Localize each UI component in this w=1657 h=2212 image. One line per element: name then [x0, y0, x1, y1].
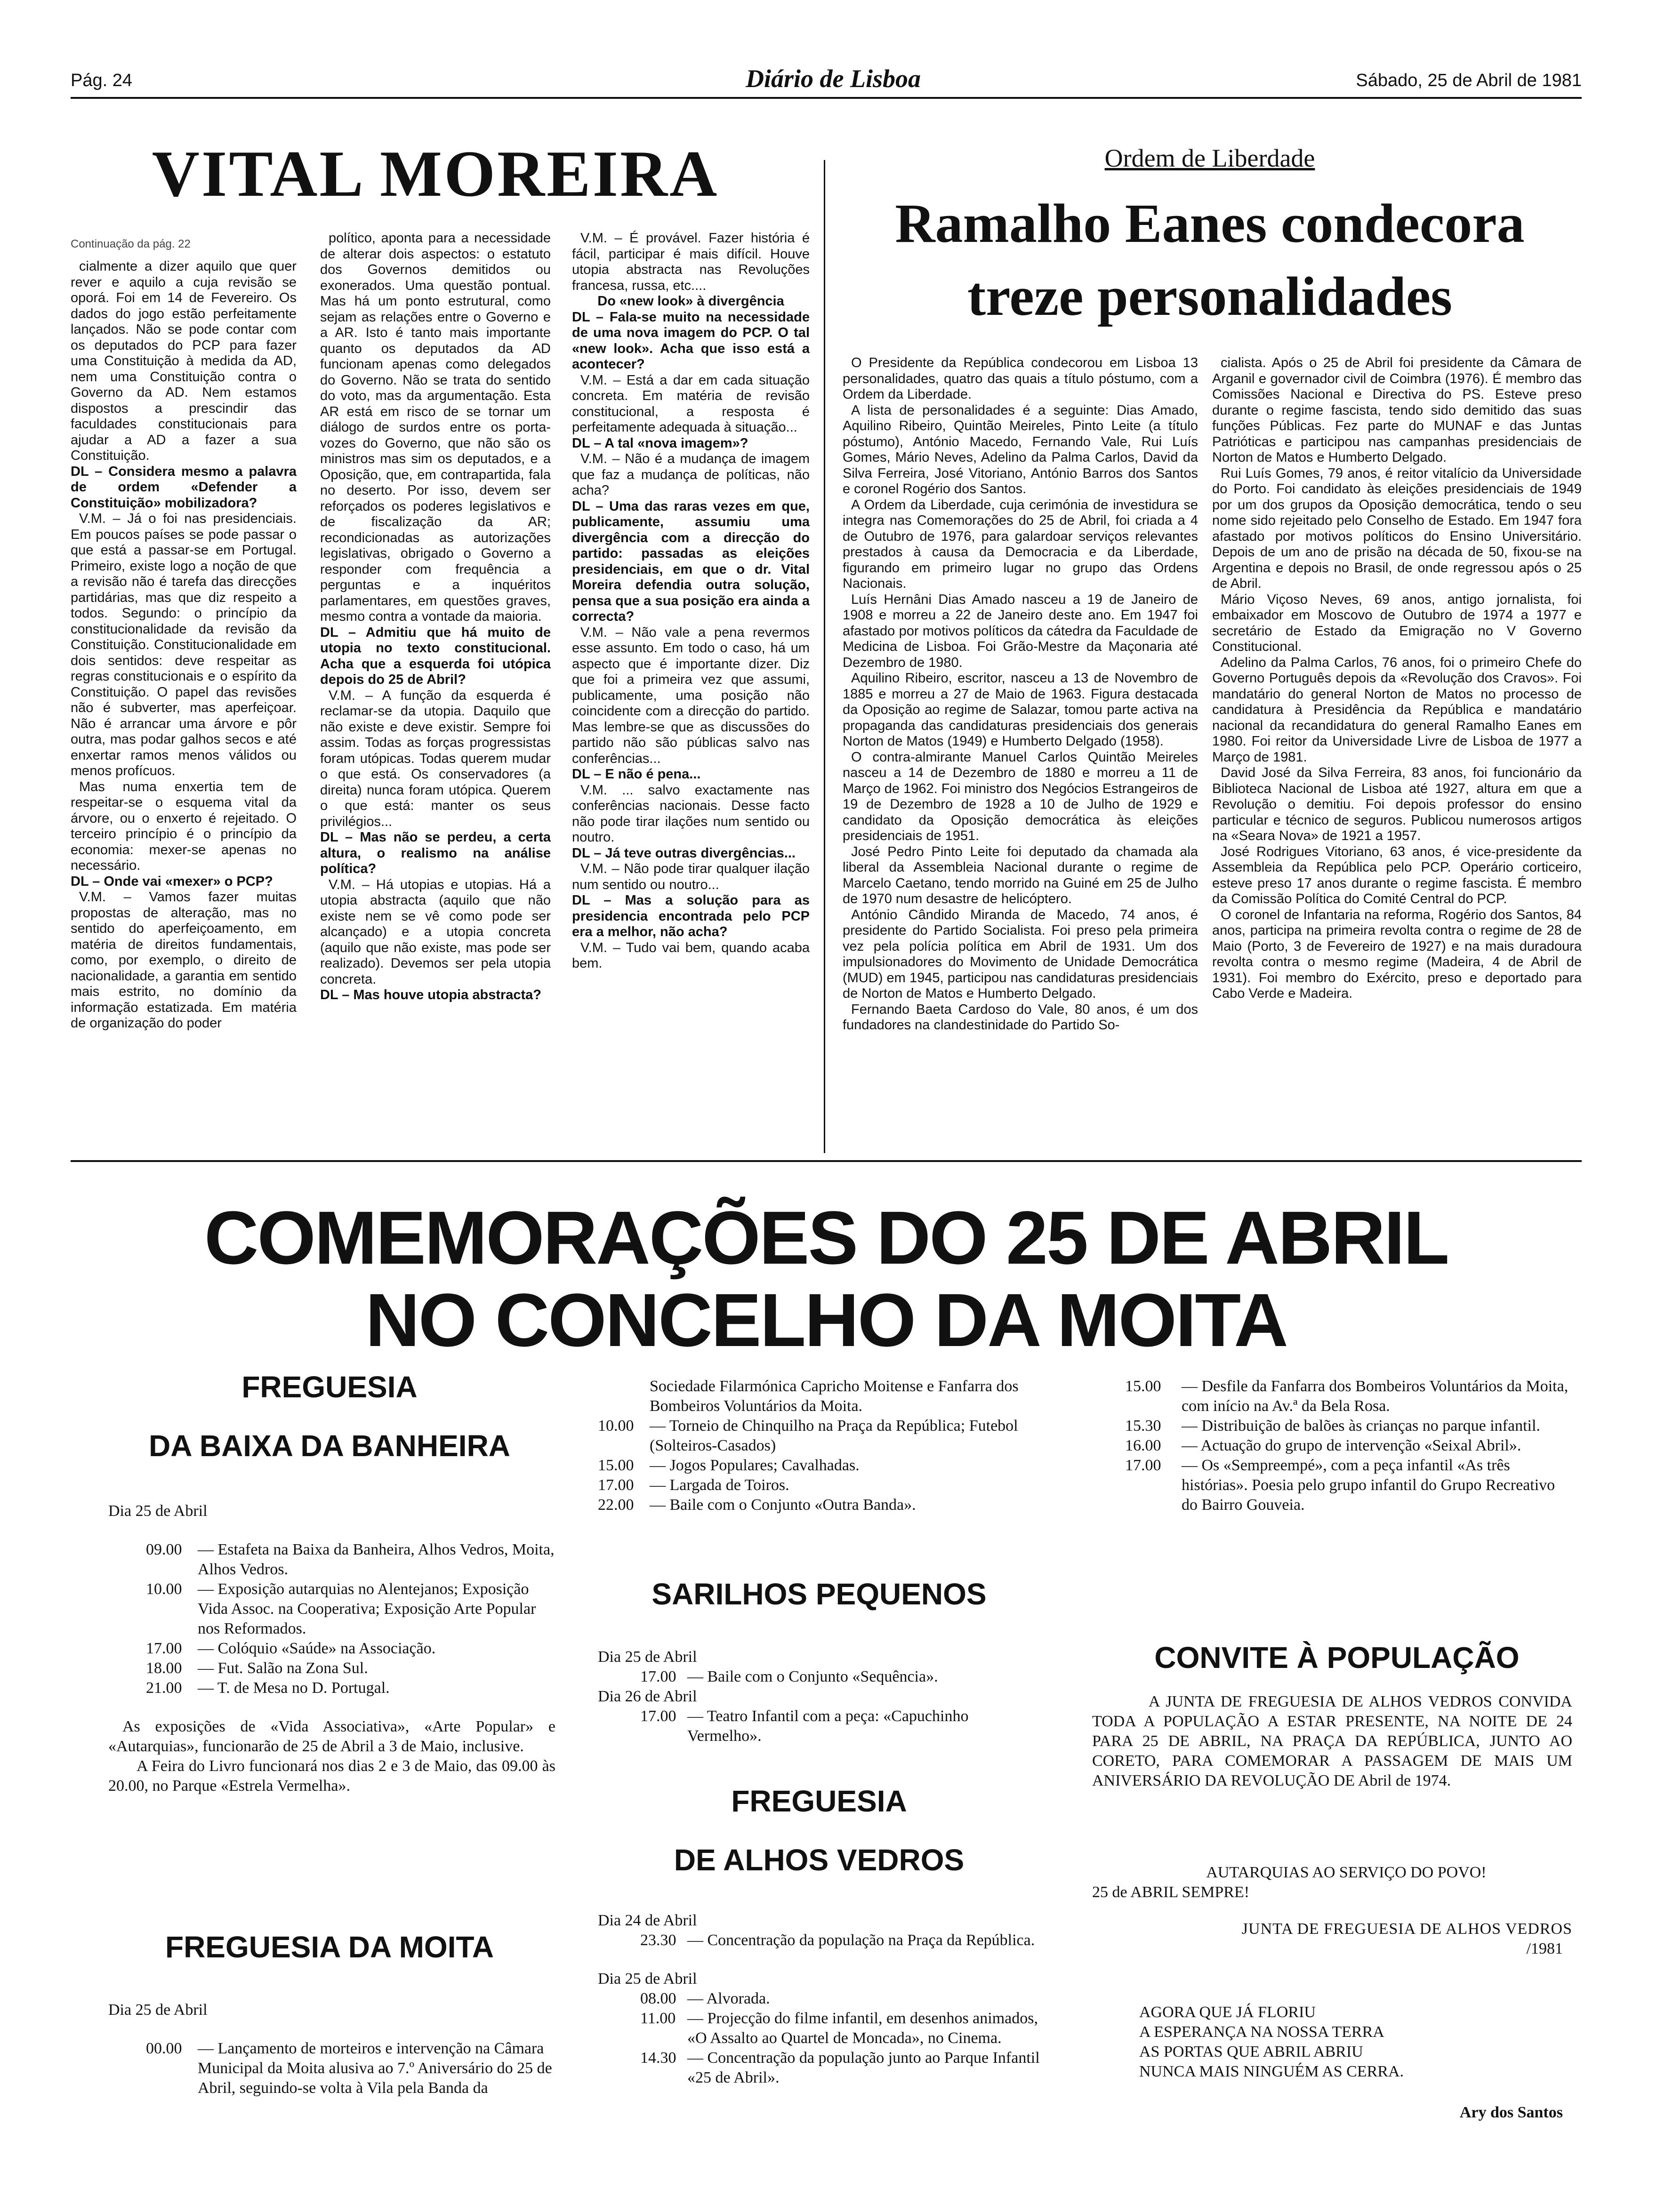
schedule-time: 17.00 — [640, 1668, 676, 1685]
interview-question: DL – Uma das raras vezes em que, publicamente, assumiu uma divergência com a direcção do partido: passadas as eleições presidenciais, em que o dr. Vital Moreira defendia outra solução, pensa que a sua posição era ainda a correcta? — [572, 498, 810, 624]
schedule-item — [1125, 1416, 1572, 1436]
moita-day: Dia 25 de Abril — [108, 2001, 208, 2019]
schedule-item — [1125, 1436, 1572, 1456]
signature-year: /1981 — [1526, 1940, 1563, 1957]
paragraph: David José da Silva Ferreira, 83 anos, foi funcionário da Biblioteca Nacional de Lisboa até 1927, altura em que a Revolução o demitiu. Foi depois professor do ensino particular e técnico de seguros. Publicou numerosos artigos na «Seara Nova» de 1921 a 1957. — [1212, 765, 1582, 843]
poem-author: Ary dos Santos — [1459, 2104, 1563, 2121]
schedule-time: 15.00 — [598, 1457, 634, 1474]
schedule-description: — Torneio de Chinquilho na Praça da República; Futebol (Solteiros-Casados) — [650, 1417, 1018, 1454]
ad-title-2: NO CONCELHO DA MOITA — [365, 1278, 1287, 1362]
continuation-note: Continuação da pág. 22 — [71, 238, 191, 250]
sarilhos-day-2: Dia 26 de Abril — [598, 1688, 697, 1705]
schedule-description: — Exposição autarquias no Alentejanos; Exposição Vida Assoc. na Cooperativa; Exposição Arte Popular nos Reformados. — [198, 1580, 536, 1637]
paragraph: A Ordem da Liberdade, cuja cerimónia de investidura se integra nas Comemorações do 25 de Abril, foi criada a 4 de Outubro de 1976, para galardoar serviços relevantes prestados à causa da Democracia e da Liberdade, figurando em primeiro lugar no grupo das Ordens Nacionais. — [843, 497, 1198, 591]
article-column-3 — [572, 231, 810, 1153]
paragraph: Aquilino Ribeiro, escritor, nasceu a 13 de Novembro de 1885 e morreu a 27 de Maio de 1963. Figura destacada da Oposição ao regime de Salazar, tomou parte activa na propaganda das candidaturas presidenciais dos generais Norton de Matos (1949) e Humberto Delgado (1958). — [843, 671, 1198, 749]
alhos-schedule — [598, 1911, 1045, 2088]
poem-line: AS PORTAS QUE ABRIL ABRIU — [1139, 2043, 1363, 2060]
schedule-description: — Distribuição de balões às crianças no parque infantil. — [1182, 1417, 1540, 1435]
schedule-item — [598, 1416, 1045, 1456]
moita-afternoon-schedule — [1125, 1377, 1572, 1515]
article-column-5 — [1212, 355, 1582, 1155]
schedule-description: — Desfile da Fanfarra dos Bombeiros Voluntários da Moita, com início na Av.ª da Bela Rosa. — [1182, 1378, 1569, 1415]
interview-question: DL – Onde vai «mexer» o PCP? — [71, 874, 273, 889]
paragraph: Mário Viçoso Neves, 69 anos, antigo jornalista, foi embaixador em Moscovo de Outubro de 1974 a 1977 e secretário de Estado da Emigração no V Governo Constitucional. — [1212, 592, 1582, 654]
schedule-item — [598, 1495, 1045, 1515]
article-column-1 — [71, 259, 297, 1148]
schedule-time — [598, 1377, 650, 1416]
schedule-time: 23.30 — [640, 1931, 676, 1949]
schedule-time: 15.30 — [1125, 1417, 1161, 1435]
ad-title-1: COMEMORAÇÕES DO 25 DE ABRIL — [204, 1195, 1448, 1280]
convite-heading: CONVITE À POPULAÇÃO — [1154, 1641, 1520, 1675]
baixa-heading-1: FREGUESIA — [241, 1370, 418, 1404]
masthead: Diário de Lisboa — [746, 64, 921, 93]
schedule-time: 17.00 — [1125, 1457, 1161, 1474]
schedule-description: — Concentração da população junto ao Parque Infantil «25 de Abril». — [687, 2049, 1040, 2086]
schedule-item — [1125, 1456, 1572, 1515]
schedule-description: — T. de Mesa no D. Portugal. — [198, 1679, 390, 1697]
paragraph: V.M. – Há utopias e utopias. Há a utopia abstracta (aquilo que não existe nem se vê como pode ser alcançado) e a utopia concreta (aquilo que não existe, mas pode ser realizado). Devemos ser pela utopia concreta. — [320, 877, 551, 987]
poem-line: AGORA QUE JÁ FLORIU — [1139, 2004, 1316, 2021]
schedule-time: 22.00 — [598, 1496, 634, 1514]
schedule-item — [640, 2048, 1045, 2088]
slogan-1: AUTARQUIAS AO SERVIÇO DO POVO! — [1206, 1864, 1487, 1881]
schedule-description: — Baile com o Conjunto «Outra Banda». — [650, 1496, 916, 1514]
schedule-item — [640, 2009, 1045, 2048]
schedule-time: 14.30 — [640, 2049, 676, 2067]
schedule-description: — Colóquio «Saúde» na Associação. — [198, 1640, 436, 1657]
schedule-description: — Concentração da população na Praça da República. — [687, 1931, 1035, 1949]
paragraph: Mas numa enxertia tem de respeitar-se o esquema vital da árvore, ou o enxerto é rejeitado. O terceiro princípio é o princípio da economia: mexer-se apenas no necessário. — [71, 779, 297, 873]
schedule-description: — Projecção do filme infantil, em desenhos animados, «O Assalto ao Quartel de Moncada», no Cinema. — [687, 2010, 1038, 2047]
sarilhos-day-1: Dia 25 de Abril — [598, 1648, 697, 1666]
schedule-time: 15.00 — [1125, 1378, 1161, 1395]
interview-question: DL – Mas não se perdeu, a certa altura, o realismo na análise política? — [320, 830, 551, 876]
schedule-description: — Jogos Populares; Cavalhadas. — [650, 1457, 860, 1474]
schedule-time: 16.00 — [1125, 1437, 1161, 1454]
paragraph: Fernando Baeta Cardoso do Vale, 80 anos, é um dos fundadores na clandestinidade do Partido So- — [843, 1002, 1198, 1033]
schedule-time: 17.00 — [598, 1476, 634, 1494]
subheading: Do «new look» à divergência — [597, 294, 784, 309]
paragraph: O coronel de Infantaria na reforma, Rogério dos Santos, 84 anos, participa na primeira revolta contra o regime de 28 de Maio (Porto, 3 de Fevereiro de 1927) e na mais duradoura revolta contra o mesmo regime (Madeira, 4 de Abril de 1931). Foi membro do Exército, preso e deportado para Cabo Verde e Madeira. — [1212, 907, 1582, 1001]
header-rule — [71, 97, 1582, 99]
interview-question: DL – Admitiu que há muito de utopia no texto constitucional. Acha que a esquerda foi utópica depois do 25 de Abril? — [320, 625, 551, 687]
baixa-schedule — [108, 1501, 555, 1796]
schedule-description: — Os «Sempreempé», com a peça infantil «As três histórias». Poesia pelo grupo infantil do Grupo Recreativo do Bairro Gouveia. — [1182, 1457, 1555, 1514]
schedule-time: 10.00 — [146, 1580, 182, 1598]
junta-signature: JUNTA DE FREGUESIA DE ALHOS VEDROS — [1241, 1920, 1572, 1938]
schedule-item — [1125, 1377, 1572, 1416]
schedule-time: 00.00 — [146, 2040, 182, 2057]
article-column-4 — [843, 355, 1198, 1155]
interview-question: DL – Fala-se muito na necessidade de uma nova imagem do PCP. O tal «new look». Acha que isso está a acontecer? — [572, 309, 810, 372]
paragraph: A lista de personalidades é a seguinte: Dias Amado, Aquilino Ribeiro, Quintão Meireles, Pinto Leite (a título póstumo), António Macedo, Fernando Vale, Rui Luís Gomes, Mário Neves, Adelino da Palma Carlos, David da Silva Ferreira, José Vitoriano, António Barros dos Santos e coronel Rogério dos Santos. — [843, 402, 1198, 497]
schedule-item — [640, 1707, 1045, 1746]
schedule-item — [598, 1377, 1045, 1416]
paragraph: António Cândido Miranda de Macedo, 74 anos, é presidente do Partido Socialista. Foi preso pela primeira vez pela polícia política em Abril de 1931. Um dos impulsionadores do Movimento de Unidade Democrática (MUD) em 1945, participou nas candidaturas presidenciais de Norton de Matos e Humberto Delgado. — [843, 907, 1198, 1001]
schedule-description: — Largada de Toiros. — [650, 1476, 789, 1494]
schedule-time: 11.00 — [640, 2010, 676, 2027]
paragraph: V.M. – A função da esquerda é reclamar-se da utopia. Daquilo que não existe e deve existir. Sempre foi assim. Todas as forças progressistas foram utópicas. Todas querem mudar o que está. Os conservadores (a direita) nunca foram utópica. Querem o que está: manter os seus privilégios... — [320, 688, 551, 829]
interview-question: DL – Considera mesmo a palavra de ordem «Defender a Constituição» mobilizadora? — [71, 464, 297, 511]
schedule-item — [640, 1989, 1045, 2009]
baixa-note-1: As exposições de «Vida Associativa», «Arte Popular» e «Autarquias», funcionarão de 25 de Abril a 3 de Maio, inclusive. — [108, 1718, 555, 1755]
paragraph: V.M. – Tudo vai bem, quando acaba bem. — [572, 940, 810, 971]
paragraph: V.M. – Está a dar em cada situação concreta. Em matéria de revisão constitucional, a resposta é perfeitamente adequada à situação... — [572, 372, 810, 435]
schedule-item — [146, 1659, 555, 1678]
article-column-2 — [320, 231, 551, 1153]
convite-text: A JUNTA DE FREGUESIA DE ALHOS VEDROS CONVIDA TODA A POPULAÇÃO A ESTAR PRESENTE, NA NOITE DE 24 PARA 25 DE ABRIL, NA PRAÇA DA REPÚBLICA, JUNTO AO CORETO, PARA COMEMORAR A PASSAGEM DE MAIS UM ANIVERSÁRIO DA REVOLUÇÃO DE Abril de 1974. — [1092, 1693, 1572, 1789]
paragraph: José Pedro Pinto Leite foi deputado da chamada ala liberal da Assembleia Nacional durante o regime de Marcelo Caetano, tendo morrido na Guiné em 25 de Julho de 1970 num desastre de helicóptero. — [843, 844, 1198, 906]
paragraph: V.M. – Não é a mudança de imagem que faz a mudança de políticas, não acha? — [572, 451, 810, 498]
paragraph: Luís Hernâni Dias Amado nasceu a 19 de Janeiro de 1908 e morreu a 22 de Janeiro deste ano. Em 1947 foi afastado por motivos políticos da cátedra da Faculdade de Medicina de Lisboa. Foi Grão-Mestre da Maçonaria até Dezembro de 1980. — [843, 592, 1198, 670]
paragraph: cialmente a dizer aquilo que quer rever e aquilo a cuja revisão se oporá. Foi em 14 de Fevereiro. Os dados do jogo estão perfeitamente lançados. Não se pode contar com os deputados do PCP para fazer uma Constituição à medida da AD, nem uma Constituição contra o Governo da AD. Nem estamos dispostos a prescindir das faculdades constitucionais para ajudar a AD a fazer a sua Constituição. — [71, 259, 297, 463]
alhos-day-1: Dia 24 de Abril — [598, 1912, 697, 1929]
schedule-description: — Actuação do grupo de intervenção «Seixal Abril». — [1182, 1437, 1521, 1454]
interview-question: DL – Mas houve utopia abstracta? — [320, 987, 542, 1002]
paragraph: Rui Luís Gomes, 79 anos, é reitor vitalício da Universidade do Porto. Foi candidato às eleições presidenciais de 1949 por um dos grupos da Oposição democrática, tendo o seu nome sido rejeitado pelo Conselho de Estado. Em 1947 fora afastado por motivos políticos do Ensino Universitário. Depois de um ano de prisão na década de 50, fixou-se na Argentina e depois no Brasil, de onde regressou após o 25 de Abril. — [1212, 465, 1582, 591]
interview-question: DL – E não é pena... — [572, 767, 701, 782]
schedule-item — [146, 2039, 555, 2098]
schedule-item — [640, 1667, 1045, 1687]
ad-top-rule — [71, 1160, 1582, 1162]
paragraph: O Presidente da República condecorou em Lisboa 13 personalidades, quatro das quais a título póstumo, com a Ordem da Liberdade. — [843, 355, 1198, 402]
moita-heading: FREGUESIA DA MOITA — [165, 1930, 494, 1964]
schedule-item — [146, 1678, 555, 1698]
poem-line: A ESPERANÇA NA NOSSA TERRA — [1139, 2023, 1384, 2041]
article-headline-2: treze personalidades — [967, 265, 1453, 327]
schedule-description: — Lançamento de morteiros e intervenção na Câmara Municipal da Moita alusiva ao 7.º Aniversário do 25 de Abril, seguindo-se volta à Vila pela Banda da — [198, 2040, 552, 2097]
issue-date: Sábado, 25 de Abril de 1981 — [1356, 71, 1582, 90]
paragraph: V.M. – Não pode tirar qualquer ilação num sentido ou noutro... — [572, 861, 810, 892]
page-number: Pág. 24 — [71, 71, 132, 90]
alhos-day-2: Dia 25 de Abril — [598, 1970, 697, 1988]
poem-line: NUNCA MAIS NINGUÉM AS CERRA. — [1139, 2063, 1404, 2080]
baixa-heading-2: DA BAIXA DA BANHEIRA — [149, 1429, 510, 1463]
schedule-item — [146, 1540, 555, 1579]
moita-schedule-continued — [598, 1377, 1045, 1515]
paragraph: Adelino da Palma Carlos, 76 anos, foi o primeiro Chefe do Governo Português depois da «Revolução dos Cravos». Foi mandatário do general Norton de Matos no processo de candidatura à Presidência da República e mandatário nacional da recandidatura do general Ramalho Eanes em 1980. Foi reitor da Universidade Livre de Lisboa de 1977 a Março de 1981. — [1212, 655, 1582, 765]
schedule-time: 09.00 — [146, 1541, 182, 1558]
paragraph: político, aponta para a necessidade de alterar dois aspectos: o estatuto dos Governos demitidos ou exonerados. Uma questão pontual. Mas há um ponto estrutural, como sejam as relações entre o Governo e a AR. Isto é tanto mais importante quanto os deputados da AD funcionam apenas como delegados do Governo. Não se trata do sentido do voto, mas da argumentação. Esta AR está em risco de se tornar um diálogo de surdos entre os porta-vozes do Governo, que não são os ministros mas sim os deputados, e a Oposição, que, em contrapartida, fala no deserto. Por isso, devem ser reforçados os poderes legislativos e de fiscalização da AR; recondicionadas as autorizações legislativas, obrigado o Governo a responder com frequência a perguntas e a inquéritos parlamentares, em questões graves, mesmo contra a vontade da maioria. — [320, 231, 551, 624]
schedule-item — [598, 1456, 1045, 1475]
schedule-time: 18.00 — [146, 1659, 182, 1677]
paragraph: V.M. ... salvo exactamente nas conferências nacionais. Desse facto não pode tirar ilações num sentido ou noutro. — [572, 782, 810, 845]
alhos-heading-2: DE ALHOS VEDROS — [674, 1843, 965, 1877]
schedule-item — [146, 1579, 555, 1639]
schedule-description: — Teatro Infantil com a peça: «Capuchinho Vermelho». — [687, 1707, 969, 1745]
paragraph: V.M. – Vamos fazer muitas propostas de alteração, mas no sentido do aperfeiçoamento, em matéria de direitos fundamentais, como, por exemplo, o direito de nacionalidade, a garantia em sentido mais estrito, no domínio da informação estatizada. Em matéria de organização do poder — [71, 890, 297, 1031]
alhos-heading-1: FREGUESIA — [731, 1784, 907, 1818]
article-kicker: Ordem de Liberdade — [1104, 144, 1315, 172]
schedule-description: — Baile com o Conjunto «Sequência». — [687, 1668, 938, 1685]
paragraph: cialista. Após o 25 de Abril foi presidente da Câmara de Arganil e governador civil de Coimbra (1976). É membro das Comissões Nacional e Directiva do PS. Esteve preso durante o regime fascista, tendo sido demitido das suas funções Públicas. Fez parte do MUNAF e das Juntas Patrióticas e participou nas campanhas presidenciais de Norton de Matos e Humberto Delgado. — [1212, 355, 1582, 465]
interview-question: DL – Já teve outras divergências... — [572, 845, 796, 861]
schedule-time: 21.00 — [146, 1679, 182, 1697]
paragraph: V.M. – É provável. Fazer história é fácil, participar é mais difícil. Houve utopia abstracta nas Revoluções francesa, russa, etc.... — [572, 231, 810, 293]
schedule-description: Sociedade Filarmónica Capricho Moitense e Fanfarra dos Bombeiros Voluntários da Moita. — [650, 1378, 1019, 1415]
schedule-item — [598, 1475, 1045, 1495]
paragraph: V.M. – Não vale a pena revermos esse assunto. Em todo o caso, há um aspecto que é importante dizer. Diz que foi a primeira vez que assumi, publicamente, uma posição não coincidente com a direcção do partido. Mas lembre-se que as discussões do partido não são públicas salvo nas conferências... — [572, 625, 810, 766]
schedule-description: — Estafeta na Baixa da Banheira, Alhos Vedros, Moita, Alhos Vedros. — [198, 1541, 555, 1578]
schedule-item — [146, 1639, 555, 1659]
baixa-day: Dia 25 de Abril — [108, 1502, 208, 1520]
schedule-time: 10.00 — [598, 1417, 634, 1435]
sarilhos-schedule — [598, 1647, 1045, 1746]
interview-question: DL – Mas a solução para as presidencia encontrada pelo PCP era a melhor, não acha? — [572, 893, 810, 939]
paragraph: O contra-almirante Manuel Carlos Quintão Meireles nasceu a 14 de Dezembro de 1880 e morreu a 11 de Março de 1962. Foi ministro dos Negócios Estrangeiros de 19 de Dezembro de 1928 a 10 de Julho de 1929 e candidato da Oposição democrática às eleições presidenciais de 1951. — [843, 749, 1198, 843]
poem — [1139, 2003, 1563, 2082]
schedule-time: 17.00 — [146, 1640, 182, 1657]
schedule-time: 08.00 — [640, 1990, 676, 2007]
interview-question: DL – A tal «nova imagem»? — [572, 435, 748, 451]
schedule-time: 17.00 — [640, 1707, 676, 1725]
paragraph: José Rodrigues Vitoriano, 63 anos, é vice-presidente da Assembleia da República pelo PCP. Operário corticeiro, esteve preso 17 anos durante o regime fascista. É membro da Comissão Política do Comité Central do PCP. — [1212, 844, 1582, 906]
paragraph: V.M. – Já o foi nas presidenciais. Em poucos países se pode passar o que está a passar-se em Portugal. Primeiro, existe logo a noção de que a revisão não é tarefa das direcções partidárias, mas que diz respeito a todos. Segundo: o princípio da constitucionalidade da revisão da Constituição. Constitucionalidade em dois sentidos: deve respeitar as regras constitucionais e o espírito da Constituição. O papel das revisões não é subverter, mas aperfeiçoar. Não é arrancar uma árvore e pôr outra, mas podar galhos secos e até enxertar ramos menos válidos ou menos profícuos. — [71, 511, 297, 778]
article-title: VITAL MOREIRA — [152, 137, 719, 210]
schedule-description: — Fut. Salão na Zona Sul. — [198, 1659, 368, 1677]
sarilhos-heading: SARILHOS PEQUENOS — [652, 1577, 987, 1611]
schedule-item — [640, 1931, 1045, 1950]
article-headline-1: Ramalho Eanes condecora — [895, 192, 1525, 254]
slogan-2: 25 de ABRIL SEMPRE! — [1092, 1883, 1250, 1901]
column-divider — [824, 160, 825, 1153]
schedule-description: — Alvorada. — [687, 1990, 770, 2007]
moita-schedule — [108, 2000, 555, 2098]
baixa-note-2: A Feira do Livro funcionará nos dias 2 e 3 de Maio, das 09.00 às 20.00, no Parque «Estrela Vermelha». — [108, 1757, 555, 1795]
